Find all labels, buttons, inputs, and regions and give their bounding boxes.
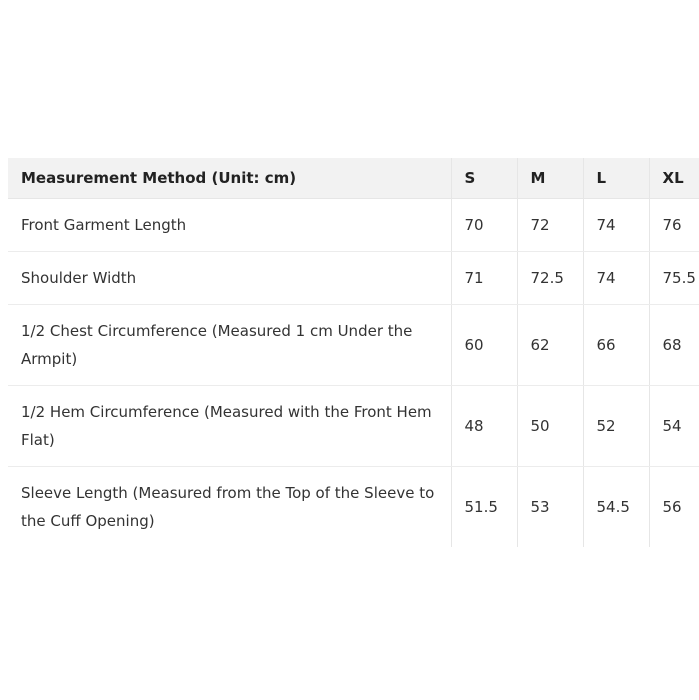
row-label-sleeve-length: Sleeve Length (Measured from the Top of the Sleeve to the Cuff Opening): [21, 484, 435, 530]
table-row: [8, 252, 699, 305]
cell-value: 68: [649, 305, 699, 386]
cell-value: 51.5: [451, 467, 517, 548]
row-label-hem-circumference: 1/2 Hem Circumference (Measured with the Front Hem Flat): [8, 386, 451, 467]
table-row: [8, 305, 699, 386]
cell-value: 60: [451, 305, 517, 386]
cell-value: 48: [451, 386, 517, 467]
cell-value: 74: [583, 199, 649, 252]
row-label-shoulder-width: Shoulder Width: [8, 252, 451, 305]
header-size-m: M: [517, 158, 583, 199]
cell-value: 74: [583, 252, 649, 305]
table-row: [8, 386, 699, 467]
cell-value: 56: [649, 467, 699, 548]
table-header-row: [8, 158, 699, 199]
header-size-s: S: [451, 158, 517, 199]
cell-value: 76: [649, 199, 699, 252]
header-measurement-method: Measurement Method (Unit: cm): [8, 158, 451, 199]
cell-value: 50: [517, 386, 583, 467]
cell-value: 52: [583, 386, 649, 467]
table-row: [8, 199, 699, 252]
cell-value: 62: [517, 305, 583, 386]
cell-value: 54: [649, 386, 699, 467]
cell-value: 71: [451, 252, 517, 305]
cell-value: 72: [517, 199, 583, 252]
table-row: [8, 467, 699, 548]
cell-value: 72.5: [517, 252, 583, 305]
header-size-xl: XL: [649, 158, 699, 199]
cell-value: 70: [451, 199, 517, 252]
cell-value: 53: [517, 467, 583, 548]
row-label-front-garment-length: Front Garment Length: [8, 199, 451, 252]
cell-value: 75.5: [649, 252, 699, 305]
cell-value: 66: [583, 305, 649, 386]
size-chart-table: [8, 158, 699, 547]
cell-value: 54.5: [583, 467, 649, 548]
row-label-chest-circumference: 1/2 Chest Circumference (Measured 1 cm Under the Armpit): [8, 305, 451, 386]
header-size-l: L: [583, 158, 649, 199]
